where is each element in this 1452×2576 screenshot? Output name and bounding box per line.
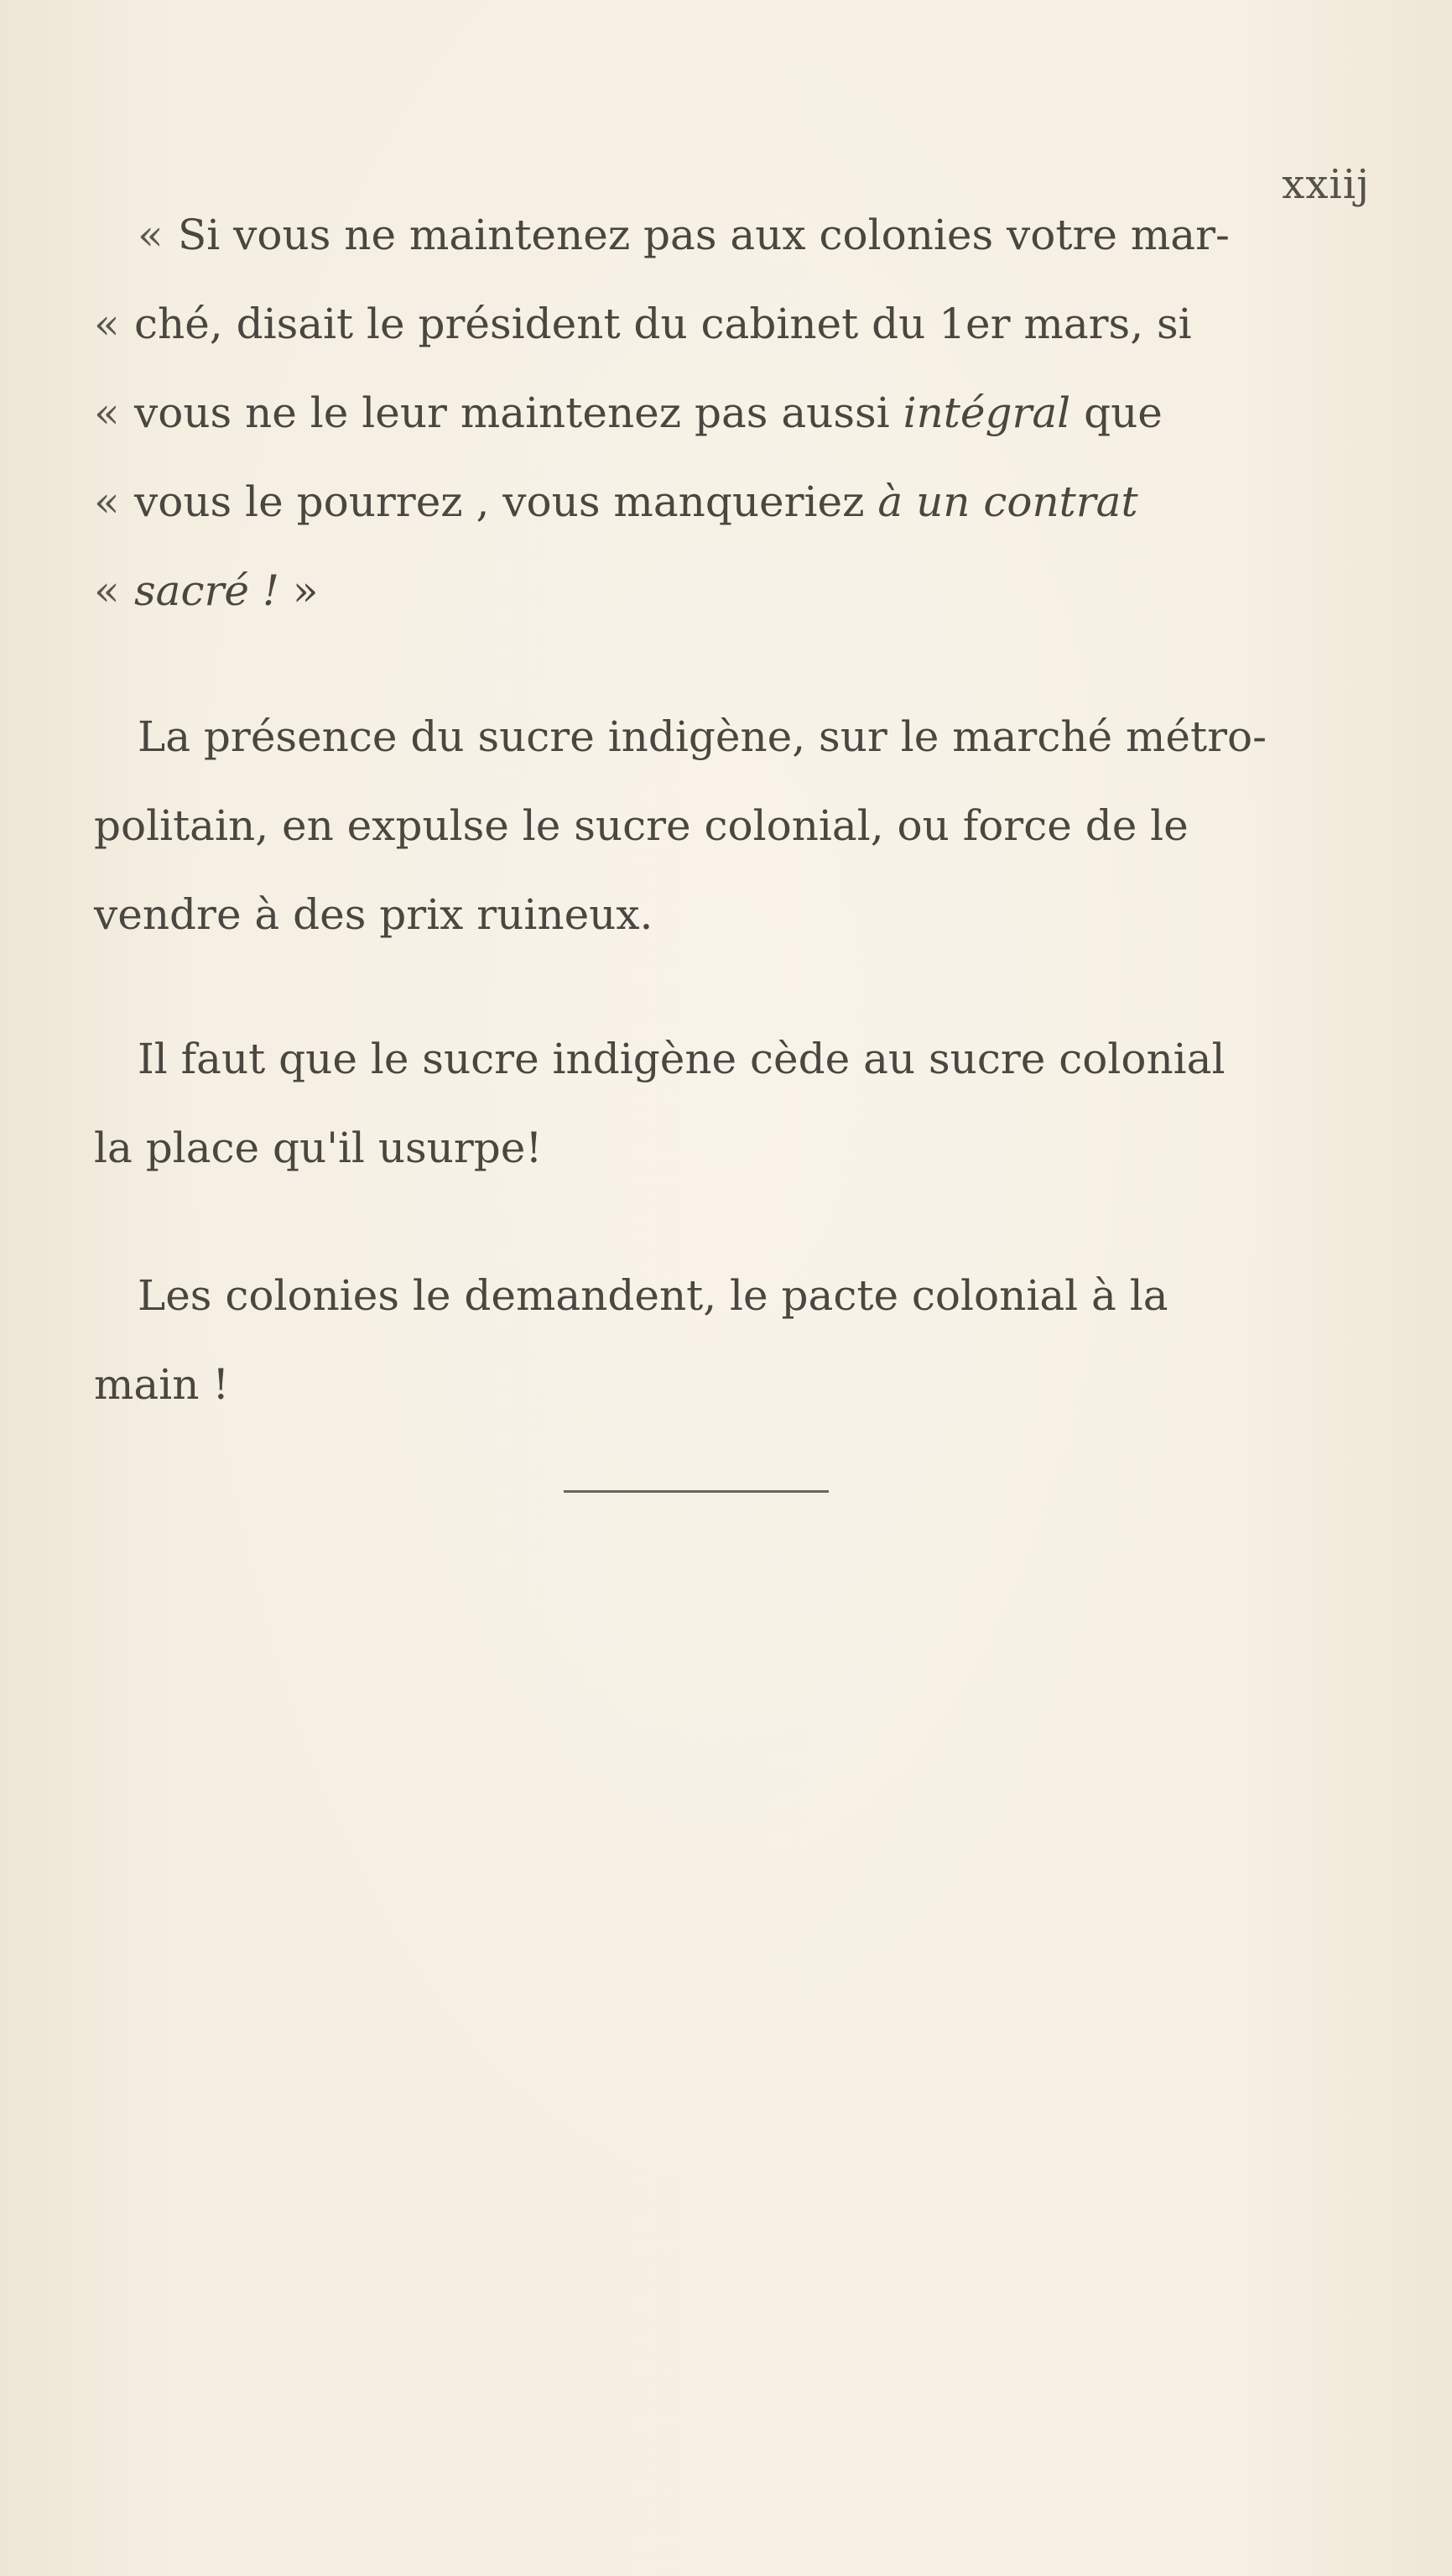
paragraph-1-line-2: politain, en expulse le sucre colonial, ou force de le — [94, 801, 1189, 850]
quote-line-1 — [94, 210, 1292, 260]
quote-text-5: sacré ! — [134, 566, 279, 615]
quote-text-1: Si vous ne maintenez pas aux colonies votre mar- — [178, 211, 1230, 259]
quote-line-5 — [94, 566, 1292, 616]
quote-text-2: ché, disait le président du cabinet du 1er mars, si — [134, 300, 1192, 348]
paragraph-2-line-2: la place qu'il usurpe! — [94, 1124, 543, 1172]
paragraph-3-line-1: Les colonies le demandent, le pacte colonial à la — [138, 1271, 1168, 1320]
quote-line-3 — [94, 388, 1292, 438]
quote-open-mark: « — [94, 477, 120, 526]
quote-text-3b: intégral — [903, 388, 1071, 437]
quote-text-3a: vous ne le leur maintenez pas aussi — [134, 388, 890, 437]
paragraph-1-line-1: La présence du sucre indigène, sur le marché métro- — [138, 712, 1267, 761]
quote-open-mark: « — [94, 566, 120, 615]
quote-text-4b: à un contrat — [877, 477, 1138, 526]
quote-open-mark: « — [94, 388, 120, 437]
page-number: xxiij — [1282, 161, 1370, 208]
quote-line-4 — [94, 477, 1292, 527]
quote-close-mark: » — [292, 566, 319, 615]
quote-open-mark: « — [138, 211, 164, 259]
quote-line-2 — [94, 299, 1292, 349]
paragraph-3-line-2: main ! — [94, 1360, 230, 1409]
quote-text-4a: vous le pourrez , vous manqueriez — [134, 477, 865, 526]
paragraph-2-line-1: Il faut que le sucre indigène cède au sucre colonial — [138, 1035, 1226, 1083]
quote-text-3c: que — [1084, 388, 1163, 437]
section-end-rule — [564, 1490, 829, 1493]
quote-open-mark: « — [94, 300, 120, 348]
paragraph-1-line-3: vendre à des prix ruineux. — [94, 890, 653, 939]
